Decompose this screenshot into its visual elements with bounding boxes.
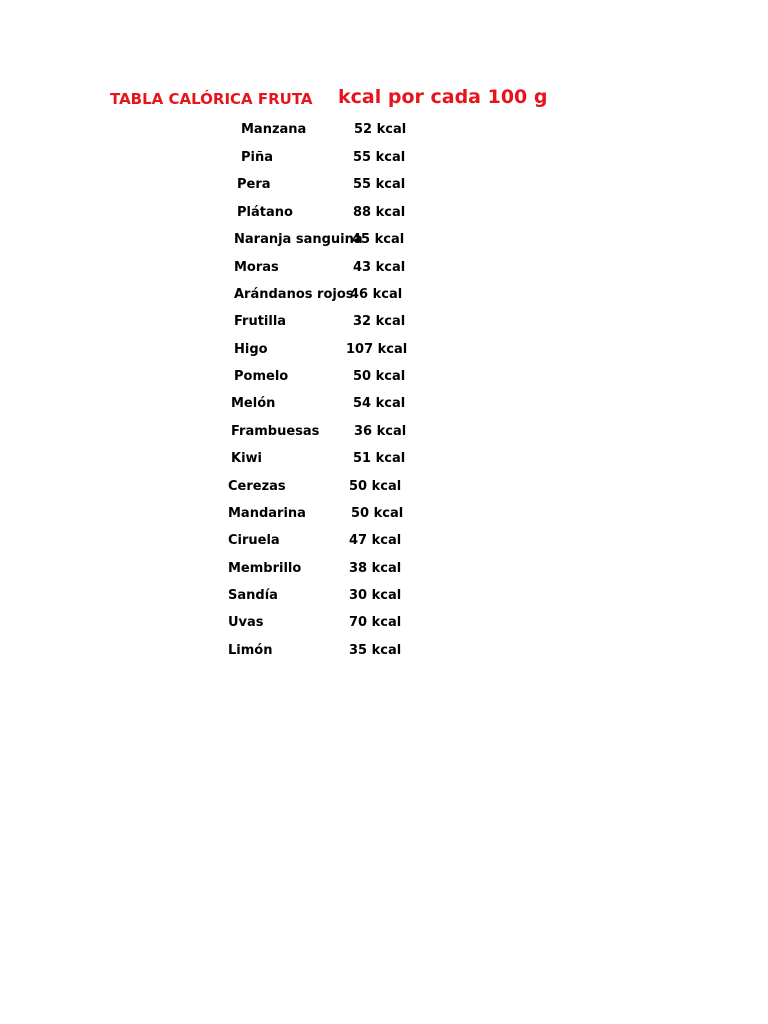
fruit-name: Naranja sanguina bbox=[234, 232, 363, 247]
fruit-kcal: 46 kcal bbox=[350, 287, 403, 302]
fruit-name: Pomelo bbox=[234, 369, 289, 384]
fruit-kcal: 36 kcal bbox=[354, 424, 407, 439]
fruit-name: Manzana bbox=[241, 122, 307, 137]
fruit-kcal: 32 kcal bbox=[353, 314, 406, 329]
fruit-kcal: 70 kcal bbox=[349, 615, 402, 630]
page-title: TABLA CALÓRICA FRUTA bbox=[110, 90, 313, 108]
fruit-kcal: 88 kcal bbox=[353, 205, 406, 220]
column-subtitle: kcal por cada 100 g bbox=[338, 86, 548, 108]
fruit-name: Higo bbox=[234, 342, 268, 357]
fruit-kcal: 38 kcal bbox=[349, 561, 402, 576]
fruit-name: Melón bbox=[231, 396, 276, 411]
fruit-kcal: 107 kcal bbox=[346, 342, 408, 357]
fruit-name: Uvas bbox=[228, 615, 264, 630]
fruit-name: Membrillo bbox=[228, 561, 302, 576]
fruit-kcal: 47 kcal bbox=[349, 533, 402, 548]
fruit-kcal: 55 kcal bbox=[353, 177, 406, 192]
fruit-name: Frutilla bbox=[234, 314, 287, 329]
fruit-kcal: 30 kcal bbox=[349, 588, 402, 603]
fruit-name: Ciruela bbox=[228, 533, 280, 548]
fruit-kcal: 50 kcal bbox=[351, 506, 404, 521]
fruit-kcal: 50 kcal bbox=[349, 479, 402, 494]
fruit-name: Mandarina bbox=[228, 506, 306, 521]
fruit-name: Cerezas bbox=[228, 479, 286, 494]
fruit-kcal: 50 kcal bbox=[353, 369, 406, 384]
fruit-kcal: 45 kcal bbox=[352, 232, 405, 247]
fruit-name: Sandía bbox=[228, 588, 278, 603]
fruit-kcal: 55 kcal bbox=[353, 150, 406, 165]
fruit-kcal: 54 kcal bbox=[353, 396, 406, 411]
fruit-name: Limón bbox=[228, 643, 273, 658]
fruit-kcal: 43 kcal bbox=[353, 260, 406, 275]
fruit-kcal: 51 kcal bbox=[353, 451, 406, 466]
fruit-name: Pera bbox=[237, 177, 271, 192]
fruit-name: Kiwi bbox=[231, 451, 262, 466]
fruit-name: Arándanos rojos bbox=[234, 287, 354, 302]
fruit-kcal: 52 kcal bbox=[354, 122, 407, 137]
fruit-name: Moras bbox=[234, 260, 279, 275]
fruit-name: Frambuesas bbox=[231, 424, 320, 439]
fruit-name: Piña bbox=[241, 150, 274, 165]
fruit-name: Plátano bbox=[237, 205, 293, 220]
fruit-kcal: 35 kcal bbox=[349, 643, 402, 658]
